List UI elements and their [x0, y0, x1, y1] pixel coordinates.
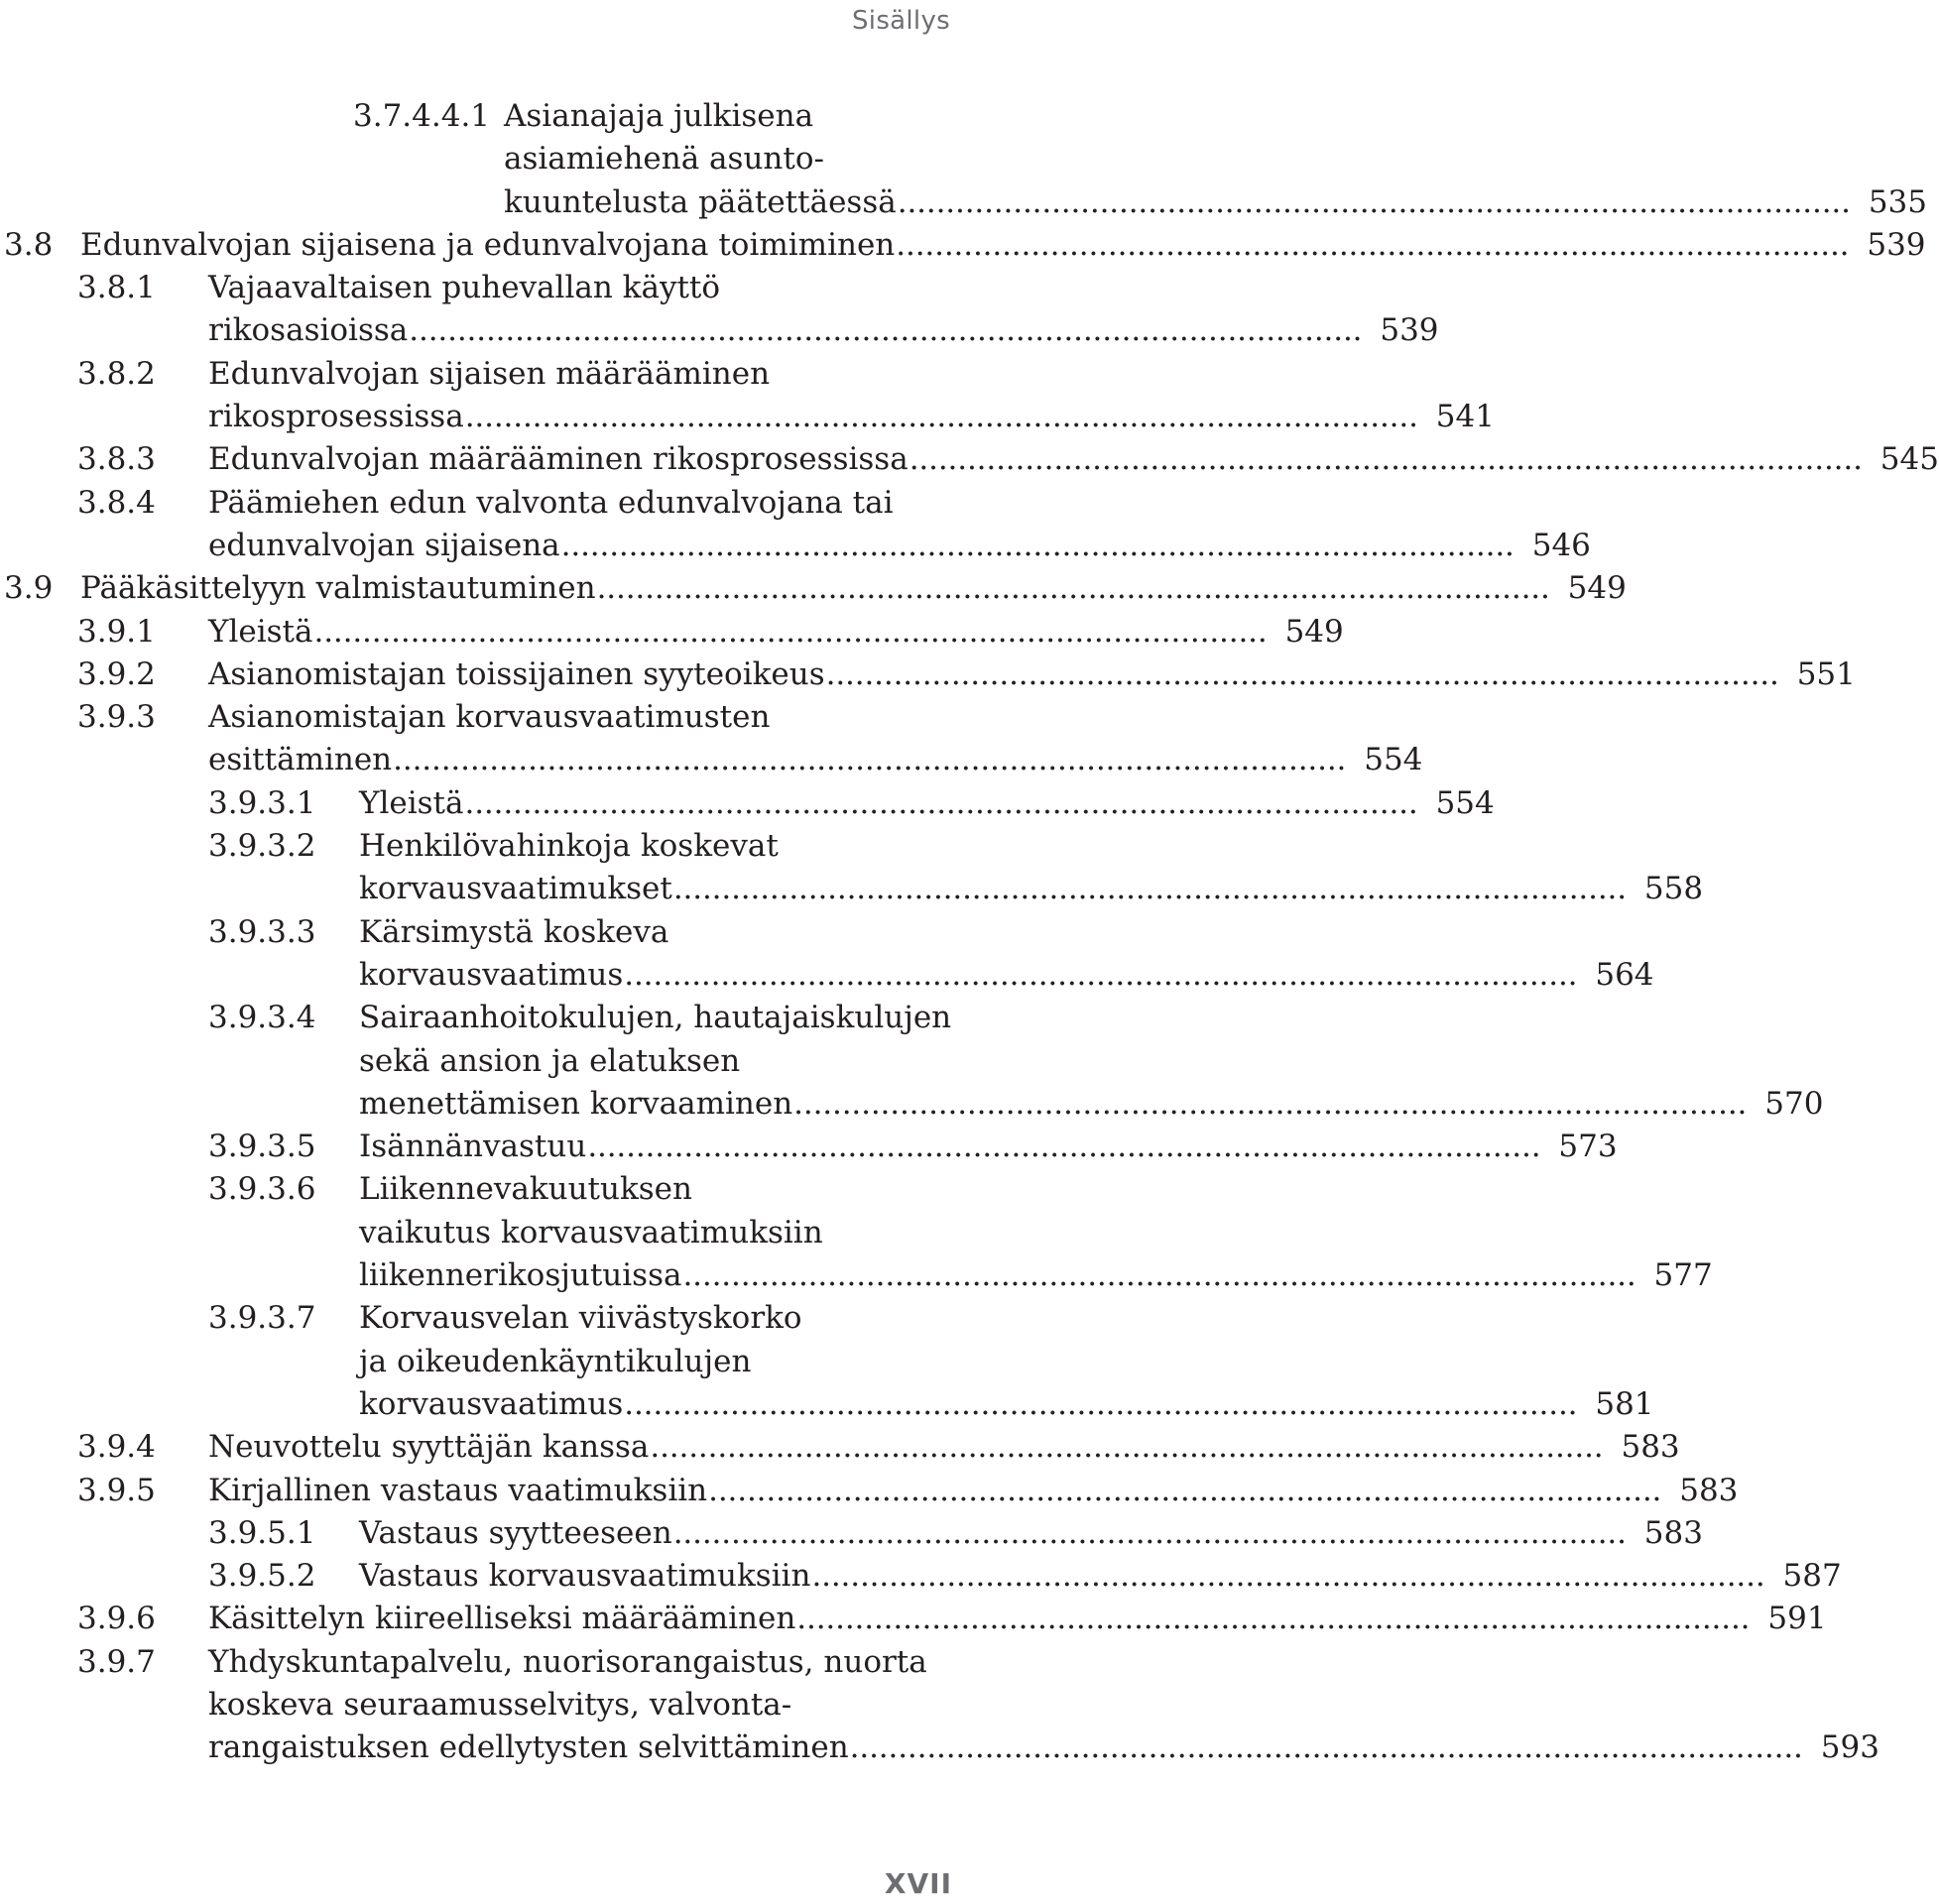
toc-entry-title: [208, 1426, 1680, 1469]
toc-entry: [0, 997, 1824, 1126]
toc-entry-title-line: Edunvalvojan sijaisena ja edunvalvojana toimiminen: [80, 226, 896, 263]
toc-entry: [0, 1598, 1827, 1640]
dot-leader: [623, 954, 1572, 997]
page-folio: XVII: [884, 1867, 952, 1900]
dot-leader: [560, 525, 1510, 567]
toc-entry-title-line: koskeva seuraamusselvitys, valvonta-: [208, 1686, 792, 1723]
dot-leader: [649, 1426, 1598, 1469]
toc-entry: [0, 482, 1591, 568]
toc-entry-title-line: kuuntelusta päätettäessä: [504, 183, 897, 220]
toc-entry-number: 3.9.3.7: [208, 1300, 316, 1337]
toc-entry-title-line: Käsittelyn kiireelliseksi määrääminen: [208, 1601, 796, 1637]
toc-entry-page: 545: [1879, 441, 1939, 478]
toc-entry-title-line: rangaistuksen edellytysten selvittäminen: [208, 1729, 849, 1766]
toc-entry-number: 3.9: [4, 570, 54, 607]
dot-leader: [792, 1083, 1742, 1126]
toc-entry-title-line: Päämiehen edun valvonta edunvalvojana tai: [208, 484, 894, 521]
toc-entry-number: 3.9.4: [77, 1429, 156, 1466]
toc-entry: [0, 1641, 1879, 1770]
toc-entry: [0, 1168, 1713, 1297]
dot-leader: [596, 567, 1545, 610]
toc-entry-page: 535: [1868, 183, 1927, 220]
toc-entry-number: 3.9.2: [77, 655, 156, 692]
toc-entry-page: 573: [1558, 1129, 1618, 1165]
dot-leader: [408, 309, 1357, 352]
toc-entry-number: 3.9.7: [77, 1643, 156, 1680]
toc-entry-page: 583: [1643, 1514, 1703, 1551]
toc-entry-number: 3.9.3: [77, 699, 156, 736]
toc-entry-title-line: korvausvaatimukset: [359, 871, 672, 907]
toc-entry-title-line: Asianomistajan korvausvaatimusten: [208, 699, 771, 736]
toc-entry-title-line: Pääkäsittelyyn valmistautuminen: [80, 570, 596, 607]
toc-entry-page: 539: [1380, 312, 1439, 349]
toc-entry-page: 539: [1867, 226, 1926, 263]
toc-entry-title: [208, 1470, 1739, 1512]
toc-entry: [0, 1555, 1842, 1598]
toc-entry-title: [359, 997, 1824, 1126]
toc-entry-title-line: vaikutus korvausvaatimuksiin: [359, 1214, 823, 1250]
toc-entry-title-line: korvausvaatimus: [359, 956, 624, 993]
toc-entry-title: [359, 1555, 1842, 1598]
toc-entry-title-line: esittäminen: [208, 742, 393, 778]
toc-entry-page: 587: [1782, 1558, 1842, 1595]
toc-entry: [0, 438, 1939, 481]
toc-entry-number: 3.9.1: [77, 613, 156, 650]
toc-entry-number: 3.9.3.6: [208, 1171, 316, 1208]
toc-entry-page: 549: [1567, 570, 1627, 607]
toc-entry-title: [208, 482, 1591, 568]
toc-entry-title: [208, 611, 1344, 654]
dot-leader: [897, 181, 1846, 224]
toc-entry-number: 3.7.4.4.1: [353, 98, 491, 134]
toc-entry-title-line: Liikennevakuutuksen: [359, 1171, 692, 1208]
toc-entry-number: 3.9.5: [77, 1472, 156, 1508]
toc-entry: [0, 1512, 1703, 1555]
toc-entry-title: [359, 911, 1654, 998]
toc-entry-number: 3.8: [4, 226, 54, 263]
toc-entry: [0, 353, 1495, 439]
toc-entry-page: 581: [1595, 1385, 1654, 1422]
toc-entry-title-line: ja oikeudenkäyntikulujen: [359, 1343, 752, 1379]
toc-entry: [0, 1297, 1654, 1426]
toc-entry-page: 583: [1679, 1472, 1739, 1508]
toc-entry-title-line: Henkilövahinkoja koskevat: [359, 828, 779, 865]
toc-entry-title: [80, 567, 1627, 610]
toc-entry-title-line: Vastaus korvausvaatimuksiin: [359, 1558, 811, 1595]
toc-entry-title-line: Asianajaja julkisena: [504, 98, 814, 134]
toc-entry-title-line: korvausvaatimus: [359, 1385, 624, 1422]
toc-entry-number: 3.9.3.1: [208, 784, 316, 821]
toc-entry-title: [208, 267, 1439, 353]
toc-entry: [0, 825, 1704, 911]
toc-entry-title: [208, 438, 1939, 481]
toc-entry: [0, 1470, 1739, 1512]
toc-entry-title: [359, 1126, 1618, 1168]
toc-entry-page: 577: [1653, 1257, 1713, 1294]
toc-entry-number: 3.8.3: [77, 441, 156, 478]
dot-leader: [795, 1598, 1745, 1640]
toc-entry-number: 3.9.3.3: [208, 913, 316, 950]
toc-entry-page: 593: [1820, 1729, 1879, 1766]
dot-leader: [392, 739, 1341, 781]
toc-entry-title: [208, 654, 1856, 696]
toc-entry-title-line: Kirjallinen vastaus vaatimuksiin: [208, 1472, 708, 1508]
toc-entry-title: [208, 1641, 1879, 1770]
toc-entry-page: 554: [1435, 784, 1495, 821]
toc-entry-title: [208, 353, 1495, 439]
toc-entry-title-line: liikennerikosjutuissa: [359, 1257, 682, 1294]
toc-entry-title-line: rikosprosessissa: [208, 399, 464, 435]
toc-entry-title-line: Yleistä: [208, 613, 313, 650]
toc-entry: [0, 696, 1423, 782]
toc-entry: [0, 1126, 1618, 1168]
toc-entry-number: 3.9.3.2: [208, 828, 316, 865]
toc-entry-page: 591: [1767, 1601, 1827, 1637]
dot-leader: [681, 1254, 1631, 1297]
toc-entry-title: [80, 224, 1926, 267]
toc-entry-title-line: Neuvottelu syyttäjän kanssa: [208, 1429, 650, 1466]
toc-entry: [0, 567, 1627, 610]
dot-leader: [313, 611, 1263, 654]
toc-entry-number: 3.8.1: [77, 270, 156, 306]
toc-entry-page: 554: [1364, 742, 1423, 778]
toc-entry-page: 558: [1643, 871, 1704, 907]
toc-entry-title-line: Yleistä: [359, 784, 464, 821]
dot-leader: [672, 868, 1622, 910]
toc-entry-title-line: Sairaanhoitokulujen, hautajaiskulujen: [359, 1000, 952, 1036]
dot-leader: [623, 1383, 1572, 1426]
toc-entry-title-line: Yhdyskuntapalvelu, nuorisorangaistus, nuorta: [208, 1643, 927, 1680]
toc-entry-number: 3.9.5.2: [208, 1558, 316, 1595]
toc-entry-number: 3.8.2: [77, 355, 156, 392]
toc-entry-page: 551: [1796, 655, 1856, 692]
toc-entry: [0, 1426, 1680, 1469]
toc-entry-title: [359, 1512, 1703, 1555]
dot-leader: [909, 438, 1858, 481]
dot-leader: [586, 1126, 1535, 1168]
toc-entry-title-line: Edunvalvojan määrääminen rikosprosessissa: [208, 441, 909, 478]
dot-leader: [825, 654, 1774, 696]
toc-entry: [0, 911, 1654, 998]
toc-entry-title-line: edunvalvojan sijaisena: [208, 527, 560, 563]
toc-entry-page: 546: [1531, 527, 1591, 563]
toc-entry-number: 3.9.3.4: [208, 1000, 316, 1036]
dot-leader: [672, 1512, 1622, 1555]
toc-entry-title: [359, 825, 1704, 911]
dot-leader: [464, 396, 1413, 438]
toc-entry: [0, 782, 1495, 825]
toc-entry-page: 564: [1595, 956, 1654, 993]
toc-entry: [0, 654, 1856, 696]
toc-entry-title: [504, 95, 1927, 224]
toc-entry-title-line: asiamiehenä asunto-: [504, 141, 824, 178]
toc-entry-title: [359, 1297, 1654, 1426]
toc-entry-title: [208, 696, 1423, 782]
toc-entry-number: 3.8.4: [77, 484, 156, 521]
toc-entry-title: [359, 782, 1495, 825]
toc-entry-title-line: Vastaus syytteeseen: [359, 1514, 672, 1551]
toc-entry-title-line: Vajaavaltaisen puhevallan käyttö: [208, 270, 721, 306]
toc-entry-title-line: sekä ansion ja elatuksen: [359, 1042, 741, 1079]
toc-entry-number: 3.9.5.1: [208, 1514, 316, 1551]
toc-entry-title-line: rikosasioissa: [208, 312, 409, 349]
toc-entry-page: 549: [1284, 613, 1344, 650]
toc-entry-page: 541: [1435, 399, 1495, 435]
toc-entry: [0, 95, 1927, 224]
toc-entry: [0, 224, 1926, 267]
toc-entry-number: 3.9.6: [77, 1601, 156, 1637]
toc-entry-number: 3.9.3.5: [208, 1129, 316, 1165]
toc-entry-title-line: Isännänvastuu: [359, 1129, 587, 1165]
toc-entry-page: 583: [1621, 1429, 1680, 1466]
running-head: Sisällys: [852, 6, 950, 36]
toc-entry-title-line: Kärsimystä koskeva: [359, 913, 669, 950]
toc-entry: [0, 267, 1439, 353]
toc-entry-title-line: Asianomistajan toissijainen syyteoikeus: [208, 655, 825, 692]
toc-entry-title-line: Korvausvelan viivästyskorko: [359, 1300, 802, 1337]
toc-entry-title-line: menettämisen korvaaminen: [359, 1085, 793, 1122]
toc-entry-title: [359, 1168, 1713, 1297]
toc-entry-page: 570: [1764, 1085, 1824, 1122]
toc-entry-title: [208, 1598, 1827, 1640]
dot-leader: [707, 1470, 1656, 1512]
toc-entry: [0, 611, 1344, 654]
dot-leader: [810, 1555, 1759, 1598]
dot-leader: [895, 224, 1844, 267]
table-of-contents: [0, 95, 1939, 1770]
toc-entry-title-line: Edunvalvojan sijaisen määrääminen: [208, 355, 771, 392]
dot-leader: [464, 782, 1413, 825]
dot-leader: [849, 1726, 1798, 1769]
